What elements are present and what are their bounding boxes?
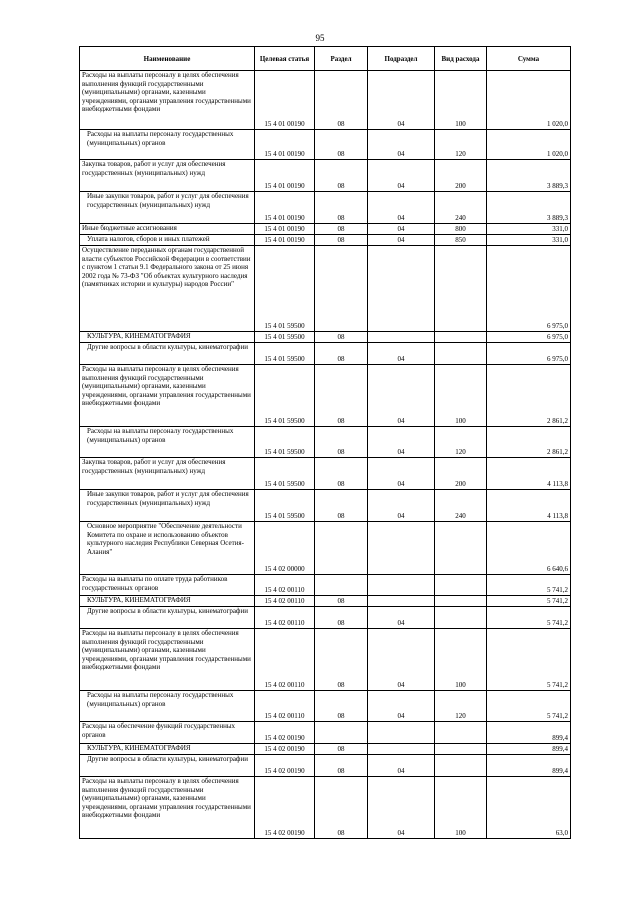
cell-expense-type: 120 — [435, 427, 487, 458]
cell-subsection: 04 — [368, 130, 435, 160]
cell-name: КУЛЬТУРА, КИНЕМАТОГРАФИЯ — [80, 744, 255, 755]
table-row — [80, 490, 571, 522]
cell-sum: 2 861,2 — [487, 365, 571, 427]
cell-target-article: 15 4 01 00190 — [255, 224, 315, 235]
cell-name: Другие вопросы в области культуры, кинематографии — [80, 755, 255, 777]
cell-subsection: 04 — [368, 235, 435, 246]
cell-subsection — [368, 332, 435, 343]
table-row — [80, 629, 571, 691]
cell-subsection: 04 — [368, 490, 435, 522]
cell-expense-type — [435, 522, 487, 575]
cell-section — [315, 575, 368, 596]
cell-target-article: 15 4 01 59500 — [255, 332, 315, 343]
table-row — [80, 192, 571, 224]
cell-name: Другие вопросы в области культуры, кинематографии — [80, 607, 255, 629]
cell-sum: 6 975,0 — [487, 246, 571, 332]
cell-target-article: 15 4 02 00110 — [255, 607, 315, 629]
cell-target-article: 15 4 01 59500 — [255, 427, 315, 458]
cell-section: 08 — [315, 192, 368, 224]
cell-name: Расходы на выплаты персоналу в целях обеспечения выполнения функций государственными (муниципальными) органами, казенными учреждениями, органами управления государственными внебюджетными фондами — [80, 365, 255, 427]
cell-name: Расходы на выплаты по оплате труда работников государственных органов — [80, 575, 255, 596]
cell-section: 08 — [315, 596, 368, 607]
cell-section — [315, 246, 368, 332]
cell-section: 08 — [315, 629, 368, 691]
table-row — [80, 458, 571, 490]
cell-name: Расходы на выплаты персоналу государственных (муниципальных) органов — [80, 427, 255, 458]
cell-target-article: 15 4 02 00110 — [255, 575, 315, 596]
cell-name: Иные закупки товаров, работ и услуг для обеспечения государственных (муниципальных) нужд — [80, 490, 255, 522]
cell-name: КУЛЬТУРА, КИНЕМАТОГРАФИЯ — [80, 332, 255, 343]
cell-name: КУЛЬТУРА, КИНЕМАТОГРАФИЯ — [80, 596, 255, 607]
table-row — [80, 224, 571, 235]
table-row — [80, 235, 571, 246]
cell-expense-type: 120 — [435, 691, 487, 722]
cell-subsection: 04 — [368, 777, 435, 839]
cell-sum: 899,4 — [487, 755, 571, 777]
cell-expense-type: 100 — [435, 365, 487, 427]
cell-target-article: 15 4 01 00190 — [255, 235, 315, 246]
table-row — [80, 246, 571, 332]
cell-subsection: 04 — [368, 224, 435, 235]
header-expense-type: Вид расхода — [435, 47, 487, 71]
cell-subsection — [368, 522, 435, 575]
cell-sum: 331,0 — [487, 235, 571, 246]
cell-section: 08 — [315, 235, 368, 246]
table-row — [80, 522, 571, 575]
cell-subsection — [368, 722, 435, 744]
cell-target-article: 15 4 01 00190 — [255, 71, 315, 130]
cell-sum: 2 861,2 — [487, 427, 571, 458]
cell-sum: 6 975,0 — [487, 332, 571, 343]
cell-name: Расходы на выплаты персоналу в целях обеспечения выполнения функций государственными (муниципальными) органами, казенными учреждениями, органами управления государственными внебюджетными фондами — [80, 777, 255, 839]
cell-expense-type — [435, 332, 487, 343]
cell-target-article: 15 4 01 00190 — [255, 160, 315, 192]
cell-expense-type: 100 — [435, 71, 487, 130]
cell-section: 08 — [315, 755, 368, 777]
table-row — [80, 722, 571, 744]
cell-sum: 5 741,2 — [487, 691, 571, 722]
cell-name: Основное мероприятие "Обеспечение деятельности Комитета по охране и использованию объектов культурного наследия Республики Северная Осетия-Алания" — [80, 522, 255, 575]
cell-sum: 5 741,2 — [487, 596, 571, 607]
table-row — [80, 777, 571, 839]
cell-target-article: 15 4 01 59500 — [255, 458, 315, 490]
cell-sum: 899,4 — [487, 744, 571, 755]
table-body — [80, 71, 571, 839]
cell-subsection: 04 — [368, 343, 435, 365]
cell-section: 08 — [315, 427, 368, 458]
cell-expense-type — [435, 596, 487, 607]
table-row — [80, 596, 571, 607]
cell-expense-type: 850 — [435, 235, 487, 246]
cell-expense-type — [435, 343, 487, 365]
cell-name: Закупка товаров, работ и услуг для обеспечения государственных (муниципальных) нужд — [80, 160, 255, 192]
cell-expense-type: 240 — [435, 490, 487, 522]
cell-sum: 5 741,2 — [487, 607, 571, 629]
cell-expense-type — [435, 744, 487, 755]
cell-target-article: 15 4 02 00110 — [255, 691, 315, 722]
table-row — [80, 130, 571, 160]
cell-sum: 6 975,0 — [487, 343, 571, 365]
table-row — [80, 607, 571, 629]
cell-subsection: 04 — [368, 607, 435, 629]
cell-section: 08 — [315, 365, 368, 427]
cell-name: Расходы на обеспечение функций государственных органов — [80, 722, 255, 744]
cell-section: 08 — [315, 343, 368, 365]
cell-target-article: 15 4 02 00190 — [255, 777, 315, 839]
cell-section — [315, 722, 368, 744]
cell-name: Осуществление переданных органам государственной власти субъектов Российской Федерации в соответствии с пунктом 1 статьи 9.1 Федерального закона от 25 июня 2002 года № 73-ФЗ "Об объектах культурного наследия (памятниках истории и культуры) народов России" — [80, 246, 255, 332]
cell-section: 08 — [315, 777, 368, 839]
cell-name: Иные закупки товаров, работ и услуг для обеспечения государственных (муниципальных) нужд — [80, 192, 255, 224]
cell-target-article: 15 4 01 59500 — [255, 490, 315, 522]
table-header-row — [80, 47, 571, 71]
cell-expense-type: 200 — [435, 458, 487, 490]
cell-target-article: 15 4 01 00190 — [255, 192, 315, 224]
table-row — [80, 575, 571, 596]
cell-sum: 1 020,0 — [487, 71, 571, 130]
cell-sum: 6 640,6 — [487, 522, 571, 575]
header-section: Раздел — [315, 47, 368, 71]
cell-section: 08 — [315, 160, 368, 192]
cell-expense-type — [435, 755, 487, 777]
header-sum: Сумма — [487, 47, 571, 71]
cell-subsection: 04 — [368, 691, 435, 722]
table-row — [80, 744, 571, 755]
cell-name: Расходы на выплаты персоналу государственных (муниципальных) органов — [80, 691, 255, 722]
header-target-article: Целевая статья — [255, 47, 315, 71]
cell-subsection — [368, 744, 435, 755]
cell-expense-type: 800 — [435, 224, 487, 235]
cell-expense-type — [435, 246, 487, 332]
cell-sum: 4 113,8 — [487, 458, 571, 490]
cell-subsection: 04 — [368, 160, 435, 192]
cell-section: 08 — [315, 744, 368, 755]
cell-target-article: 15 4 02 00110 — [255, 629, 315, 691]
cell-subsection — [368, 246, 435, 332]
cell-name: Закупка товаров, работ и услуг для обеспечения государственных (муниципальных) нужд — [80, 458, 255, 490]
cell-sum: 3 889,3 — [487, 192, 571, 224]
cell-name: Расходы на выплаты персоналу государственных (муниципальных) органов — [80, 130, 255, 160]
cell-target-article: 15 4 02 00190 — [255, 755, 315, 777]
table-row — [80, 755, 571, 777]
table-row — [80, 332, 571, 343]
cell-section: 08 — [315, 691, 368, 722]
table-row — [80, 71, 571, 130]
cell-target-article: 15 4 02 00190 — [255, 722, 315, 744]
table-row — [80, 160, 571, 192]
cell-expense-type — [435, 722, 487, 744]
cell-sum: 4 113,8 — [487, 490, 571, 522]
cell-name: Расходы на выплаты персоналу в целях обеспечения выполнения функций государственными (муниципальными) органами, казенными учреждениями, органами управления государственными внебюджетными фондами — [80, 629, 255, 691]
cell-sum: 899,4 — [487, 722, 571, 744]
cell-sum: 5 741,2 — [487, 575, 571, 596]
header-name: Наименование — [80, 47, 255, 71]
cell-section: 08 — [315, 224, 368, 235]
cell-target-article: 15 4 02 00000 — [255, 522, 315, 575]
cell-target-article: 15 4 02 00190 — [255, 744, 315, 755]
cell-subsection: 04 — [368, 365, 435, 427]
table-row — [80, 427, 571, 458]
cell-subsection: 04 — [368, 192, 435, 224]
cell-target-article: 15 4 01 59500 — [255, 246, 315, 332]
cell-expense-type: 200 — [435, 160, 487, 192]
header-subsection: Подраздел — [368, 47, 435, 71]
cell-subsection — [368, 596, 435, 607]
cell-subsection: 04 — [368, 755, 435, 777]
cell-expense-type: 120 — [435, 130, 487, 160]
cell-sum: 3 889,3 — [487, 160, 571, 192]
cell-subsection: 04 — [368, 629, 435, 691]
cell-expense-type — [435, 575, 487, 596]
cell-section: 08 — [315, 490, 368, 522]
cell-section: 08 — [315, 130, 368, 160]
cell-sum: 5 741,2 — [487, 629, 571, 691]
cell-sum: 1 020,0 — [487, 130, 571, 160]
cell-subsection: 04 — [368, 71, 435, 130]
cell-section: 08 — [315, 332, 368, 343]
cell-name: Другие вопросы в области культуры, кинематографии — [80, 343, 255, 365]
cell-expense-type: 100 — [435, 777, 487, 839]
table-row — [80, 365, 571, 427]
cell-subsection: 04 — [368, 427, 435, 458]
table-row — [80, 691, 571, 722]
cell-expense-type — [435, 607, 487, 629]
cell-expense-type: 100 — [435, 629, 487, 691]
cell-name: Иные бюджетные ассигнования — [80, 224, 255, 235]
cell-target-article: 15 4 01 59500 — [255, 343, 315, 365]
cell-sum: 331,0 — [487, 224, 571, 235]
cell-section: 08 — [315, 458, 368, 490]
cell-section: 08 — [315, 607, 368, 629]
cell-target-article: 15 4 02 00110 — [255, 596, 315, 607]
page-number: 95 — [315, 33, 325, 43]
cell-expense-type: 240 — [435, 192, 487, 224]
cell-name: Уплата налогов, сборов и иных платежей — [80, 235, 255, 246]
cell-section: 08 — [315, 71, 368, 130]
cell-name: Расходы на выплаты персоналу в целях обеспечения выполнения функций государственными (муниципальными) органами, казенными учреждениями, органами управления государственными внебюджетными фондами — [80, 71, 255, 130]
cell-section — [315, 522, 368, 575]
cell-target-article: 15 4 01 00190 — [255, 130, 315, 160]
cell-subsection — [368, 575, 435, 596]
cell-target-article: 15 4 01 59500 — [255, 365, 315, 427]
cell-sum: 63,0 — [487, 777, 571, 839]
budget-table — [79, 46, 571, 839]
table-row — [80, 343, 571, 365]
cell-subsection: 04 — [368, 458, 435, 490]
